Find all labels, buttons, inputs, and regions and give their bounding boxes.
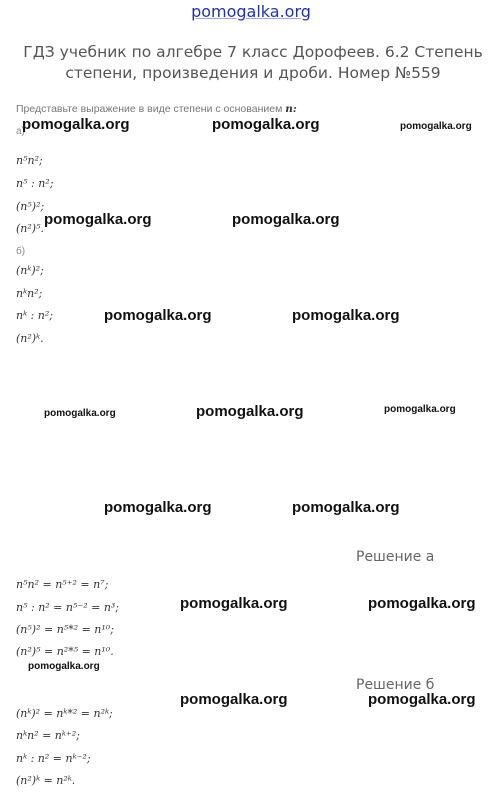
watermark: pomogalka.org [400, 121, 472, 132]
task-b-expression-2: nᵏn²; [16, 287, 43, 300]
watermark: pomogalka.org [22, 116, 130, 133]
task-b-expression-1: (nᵏ)²; [16, 264, 44, 277]
watermark: pomogalka.org [368, 595, 476, 612]
solution-a-line-2: n⁵ : n² = n⁵⁻² = n³; [16, 601, 120, 614]
watermark: pomogalka.org [292, 499, 400, 516]
solution-b-line-1: (nᵏ)² = nᵏ*² = n²ᵏ; [16, 707, 113, 720]
solution-b-line-4: (n²)ᵏ = n²ᵏ. [16, 774, 76, 787]
part-b-label: б) [16, 246, 26, 257]
task-a-expression-4: (n²)⁵. [16, 222, 44, 235]
solution-b-line-3: nᵏ : n² = nᵏ⁻²; [16, 752, 91, 765]
page-title: ГДЗ учебник по алгебре 7 класс Дорофеев. 6.2 Степень степени, произведения и дроби. Номер №559 [23, 43, 483, 82]
watermark: pomogalka.org [232, 211, 340, 228]
watermark: pomogalka.org [28, 661, 100, 672]
site-logo[interactable]: pomogalka.org [191, 2, 311, 21]
watermark: pomogalka.org [212, 116, 320, 133]
task-b-expression-4: (n²)ᵏ. [16, 332, 44, 345]
part-a-label: а) [16, 126, 25, 137]
watermark: pomogalka.org [292, 307, 400, 324]
watermark: pomogalka.org [44, 211, 152, 228]
task-a-expression-2: n⁵ : n²; [16, 177, 54, 190]
task-a-expression-1: n⁵n²; [16, 154, 43, 167]
task-prompt-text: Представьте выражение в виде степени с основанием [16, 103, 283, 115]
watermark: pomogalka.org [180, 595, 288, 612]
watermark: pomogalka.org [104, 499, 212, 516]
watermark: pomogalka.org [44, 408, 116, 419]
solution-a-heading: Решение а [356, 549, 435, 565]
solution-a-line-3: (n⁵)² = n⁵*² = n¹⁰; [16, 623, 114, 636]
watermark: pomogalka.org [104, 307, 212, 324]
watermark: pomogalka.org [196, 403, 304, 420]
solution-b-heading: Решение б [356, 677, 435, 693]
task-a-expression-3: (n⁵)²; [16, 200, 45, 213]
watermark: pomogalka.org [368, 691, 476, 708]
solution-b-line-2: nᵏn² = nᵏ⁺²; [16, 729, 80, 742]
solution-a-line-4: (n²)⁵ = n²*⁵ = n¹⁰. [16, 645, 114, 658]
task-prompt [16, 103, 297, 115]
task-variable: n: [285, 103, 297, 115]
watermark: pomogalka.org [180, 691, 288, 708]
solution-a-line-1: n⁵n² = n⁵⁺² = n⁷; [16, 578, 109, 591]
watermark: pomogalka.org [384, 404, 456, 415]
task-b-expression-3: nᵏ : n²; [16, 309, 53, 322]
